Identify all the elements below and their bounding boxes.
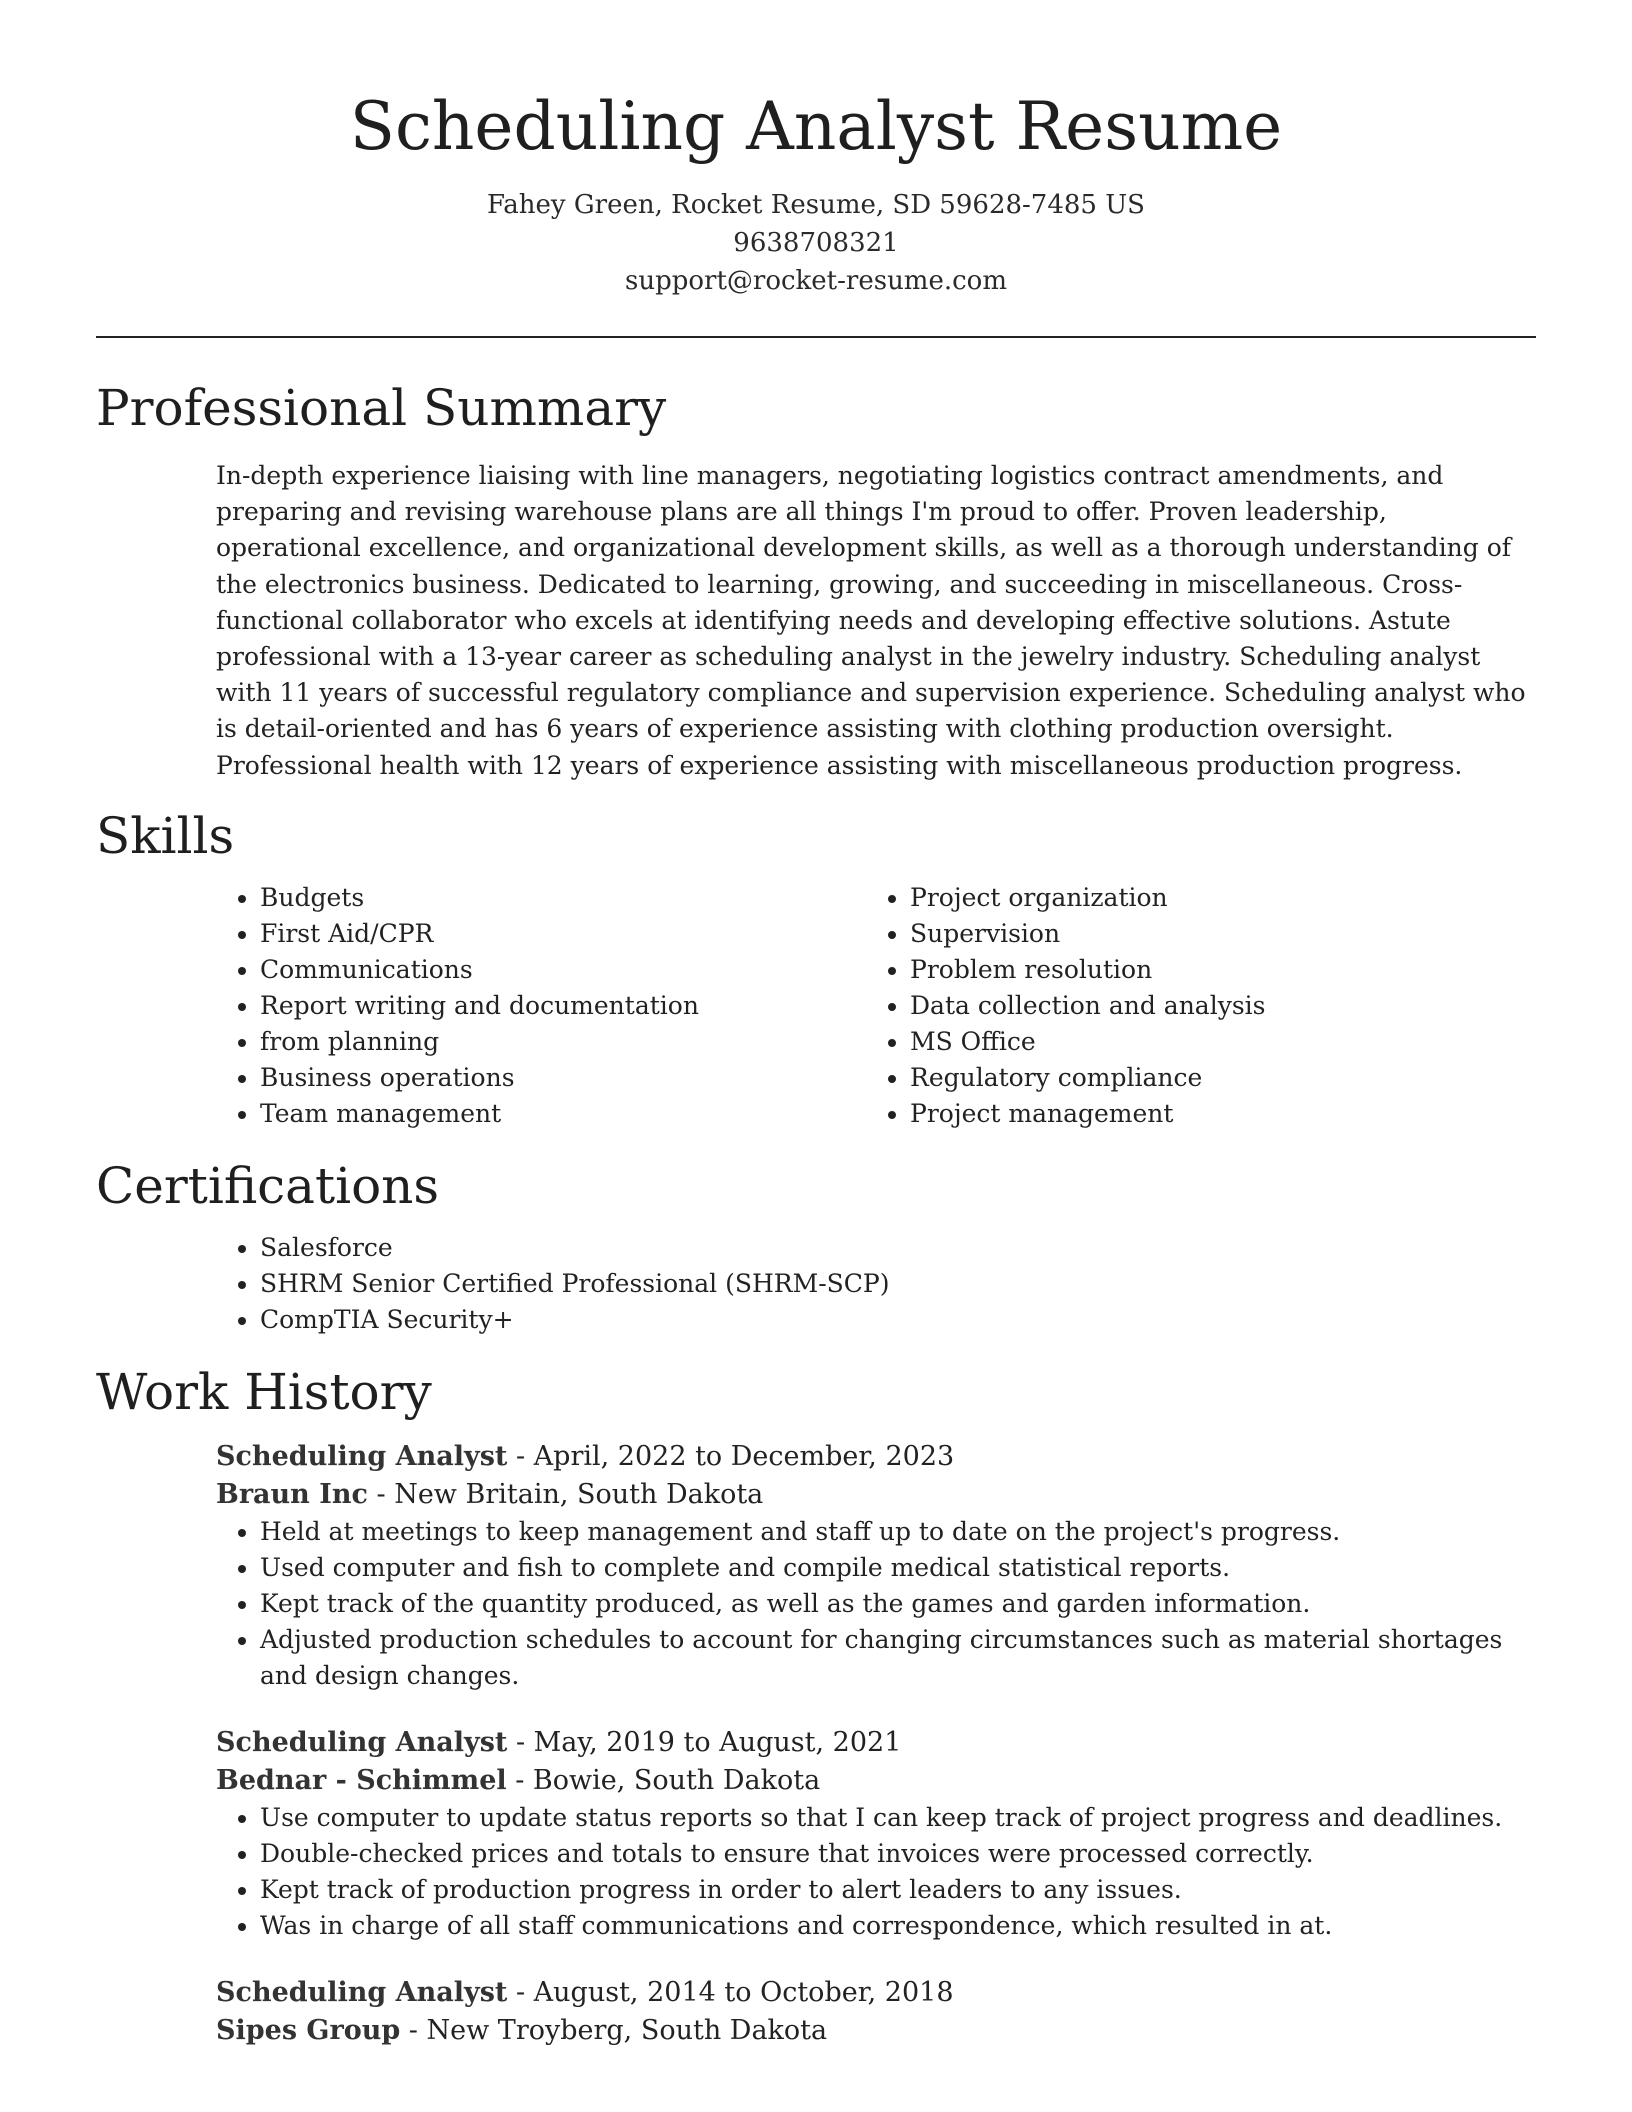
skill-item: • Problem resolution: [910, 952, 1516, 988]
job-bullet: • Adjusted production schedules to account for changing circumstances such as material shortages and design changes.: [260, 1622, 1536, 1694]
work-history-section: [96, 1362, 1536, 2050]
contact-phone: 9638708321: [733, 228, 899, 258]
skill-item: • Report writing and documentation: [260, 988, 866, 1024]
job-entry: [216, 1438, 1536, 1694]
job-company-line: [216, 1762, 1536, 1800]
skills-section: [96, 806, 1536, 1132]
skills-column-right: [866, 880, 1516, 1132]
work-history-heading: Work History: [96, 1362, 432, 1421]
job-bullets: [216, 1514, 1536, 1694]
job-location: - New Troyberg, South Dakota: [400, 2014, 828, 2046]
skill-item: • Regulatory compliance: [910, 1060, 1516, 1096]
job-company-line: [216, 2012, 1536, 2050]
job-title-line: [216, 1974, 1536, 2012]
resume-header: [96, 0, 1536, 300]
job-title-line: [216, 1438, 1536, 1476]
job-bullets: [216, 1800, 1536, 1944]
skill-item: • Project management: [910, 1096, 1516, 1132]
job-title: Scheduling Analyst: [216, 1726, 508, 1758]
certification-item: • SHRM Senior Certified Professional (SHRM-SCP): [260, 1266, 1536, 1302]
job-location: - Bowie, South Dakota: [506, 1764, 821, 1796]
job-company: Braun Inc: [216, 1478, 368, 1510]
job-bullet: • Was in charge of all staff communications and correspondence, which resulted in at.: [260, 1908, 1536, 1944]
certifications-section: [96, 1156, 1536, 1338]
job-bullet: • Kept track of the quantity produced, as well as the games and garden information.: [260, 1586, 1536, 1622]
job-title-line: [216, 1724, 1536, 1762]
skill-item: • Communications: [260, 952, 866, 988]
summary-section: [96, 378, 1536, 784]
job-dates: - April, 2022 to December, 2023: [507, 1440, 955, 1472]
job-entry: [216, 1974, 1536, 2050]
summary-text: In-depth experience liaising with line managers, negotiating logistics contract amendments, and preparing and revising warehouse plans are all things I'm proud to offer. Proven leadership, operational excellence, and organizational development skills, as well as a thorough understanding of the electronics business. Dedicated to learning, growing, and succeeding in miscellaneous. Cross-functional collaborator who excels at identifying needs and developing effective solutions. Astute professional with a 13-year career as scheduling analyst in the jewelry industry. Scheduling analyst with 11 years of successful regulatory compliance and supervision experience. Scheduling analyst who is detail-oriented and has 6 years of experience assisting with clothing production oversight. Professional health with 12 years of experience assisting with miscellaneous production progress.: [216, 461, 1526, 780]
skill-item: • Business operations: [260, 1060, 866, 1096]
certification-item: • CompTIA Security+: [260, 1302, 1536, 1338]
job-dates: - May, 2019 to August, 2021: [507, 1726, 902, 1758]
skill-item: • Data collection and analysis: [910, 988, 1516, 1024]
contact-address: Fahey Green, Rocket Resume, SD 59628-7485 US: [487, 190, 1145, 220]
skill-item: • Budgets: [260, 880, 866, 916]
job-dates: - August, 2014 to October, 2018: [507, 1976, 954, 2008]
job-entry: [216, 1724, 1536, 1944]
job-bullet: • Double-checked prices and totals to ensure that invoices were processed correctly.: [260, 1836, 1536, 1872]
resume-page: [96, 0, 1536, 2050]
job-bullet: • Kept track of production progress in order to alert leaders to any issues.: [260, 1872, 1536, 1908]
header-divider: [96, 336, 1536, 338]
job-company: Bednar - Schimmel: [216, 1764, 507, 1796]
skill-item: • MS Office: [910, 1024, 1516, 1060]
job-title: Scheduling Analyst: [216, 1976, 508, 2008]
skills-heading: Skills: [96, 806, 235, 865]
job-company-line: [216, 1476, 1536, 1514]
contact-email: support@rocket-resume.com: [624, 266, 1007, 296]
skill-item: • First Aid/CPR: [260, 916, 866, 952]
job-bullet: • Use computer to update status reports so that I can keep track of project progress and deadlines.: [260, 1800, 1536, 1836]
job-bullet: • Held at meetings to keep management and staff up to date on the project's progress.: [260, 1514, 1536, 1550]
job-bullet: • Used computer and fish to complete and compile medical statistical reports.: [260, 1550, 1536, 1586]
skill-item: • Supervision: [910, 916, 1516, 952]
skills-column-left: [216, 880, 866, 1132]
summary-heading: Professional Summary: [96, 379, 667, 437]
skill-item: • Project organization: [910, 880, 1516, 916]
job-location: - New Britain, South Dakota: [367, 1478, 764, 1510]
job-company: Sipes Group: [216, 2014, 401, 2046]
certifications-heading: Certifications: [96, 1156, 440, 1215]
job-title: Scheduling Analyst: [216, 1440, 508, 1472]
resume-title: Scheduling Analyst Resume: [349, 88, 1283, 165]
skills-grid: [216, 880, 1536, 1132]
skill-item: • from planning: [260, 1024, 866, 1060]
certification-item: • Salesforce: [260, 1230, 1536, 1266]
contact-block: [96, 186, 1536, 300]
certifications-list: [216, 1230, 1536, 1338]
skill-item: • Team management: [260, 1096, 866, 1132]
